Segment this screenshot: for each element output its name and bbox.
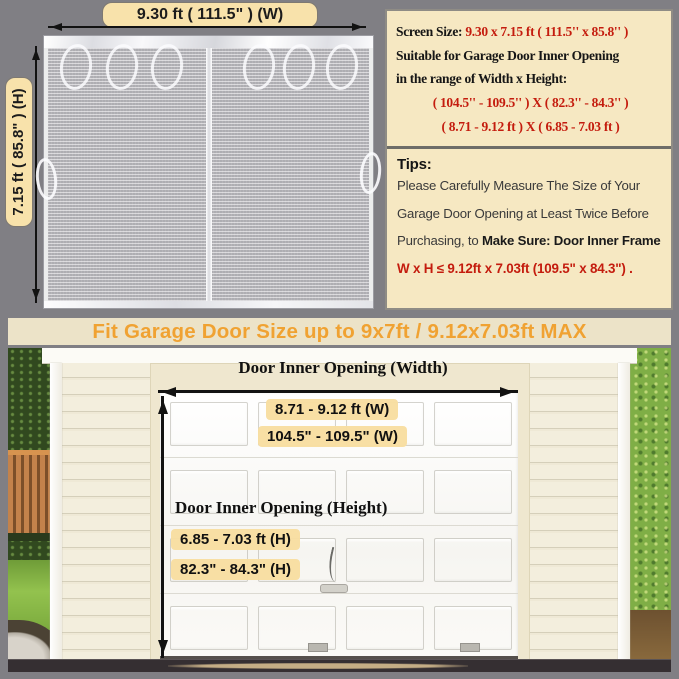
door-height-arrow	[161, 396, 164, 658]
driveway-patch	[168, 663, 468, 669]
tips-title: Tips:	[397, 156, 432, 174]
corner-trim-left	[50, 363, 62, 660]
spec-text-block	[387, 11, 671, 142]
door-width-inches-label: 104.5" - 109.5" (W)	[258, 426, 407, 447]
corner-trim-right	[618, 363, 630, 660]
screen-width-label: 9.30 ft ( 111.5" ) (W)	[103, 3, 317, 27]
tips-line-3	[397, 233, 663, 248]
screen-size-value: 9.30 x 7.15 ft ( 111.5'' x 85.8'' )	[465, 24, 629, 39]
door-panel	[170, 402, 248, 446]
door-height-feet-label: 6.85 - 7.03 ft (H)	[171, 529, 300, 550]
driveway	[8, 659, 671, 672]
suitable-line-2: in the range of Width x Height:	[396, 71, 567, 87]
screen-width-arrow	[48, 26, 366, 28]
garage-wall-right	[530, 363, 618, 660]
mesh-center-divider	[206, 48, 212, 301]
tips-block	[387, 149, 671, 276]
door-width-feet-label: 8.71 - 9.12 ft (W)	[266, 399, 398, 420]
door-panel	[434, 470, 512, 514]
door-height-inches-label: 82.3" - 84.3" (H)	[171, 559, 300, 580]
range-feet: ( 8.71 - 9.12 ft ) X ( 6.85 - 7.03 ft )	[441, 118, 620, 134]
screen-height-label: 7.15 ft ( 85.8" ) (H)	[6, 78, 32, 226]
mesh-top-rail	[44, 36, 373, 48]
range-inches: ( 104.5'' - 109.5'' ) X ( 82.3'' - 84.3'' )	[432, 94, 629, 110]
screen-size-label: Screen Size:	[396, 24, 463, 39]
door-vent	[308, 643, 328, 652]
door-handle	[320, 584, 348, 593]
garage-photo	[8, 348, 671, 672]
deck-railing	[8, 450, 52, 541]
tips-line-3-bold: Make Sure: Door Inner Frame	[481, 233, 661, 249]
door-height-title: Door Inner Opening (Height)	[175, 498, 388, 517]
door-panel	[170, 606, 248, 650]
door-panel	[434, 538, 512, 582]
door-width-arrow	[158, 390, 518, 393]
door-panel	[434, 402, 512, 446]
mesh-screen-illustration	[44, 36, 373, 308]
tips-warning: W x H ≤ 9.12ft x 7.03ft (109.5" x 84.3") .	[397, 260, 633, 276]
tips-line-1: Please Carefully Measure The Size of Your	[397, 178, 640, 194]
door-panel	[346, 538, 424, 582]
door-vent	[460, 643, 480, 652]
fit-size-banner: Fit Garage Door Size up to 9x7ft / 9.12x7.03ft MAX	[8, 318, 671, 345]
gravel-patch	[8, 632, 52, 662]
mesh-bottom-rail	[44, 301, 373, 308]
garage-wall-left	[62, 363, 150, 660]
door-width-title: Door Inner Opening (Width)	[238, 358, 448, 377]
tips-line-2: Garage Door Opening at Least Twice Before	[397, 205, 649, 221]
spec-info-box	[385, 9, 673, 310]
tips-line-3-prefix: Purchasing, to	[397, 233, 482, 249]
door-panel	[346, 606, 424, 650]
suitable-line-1: Suitable for Garage Door Inner Opening	[396, 47, 619, 63]
